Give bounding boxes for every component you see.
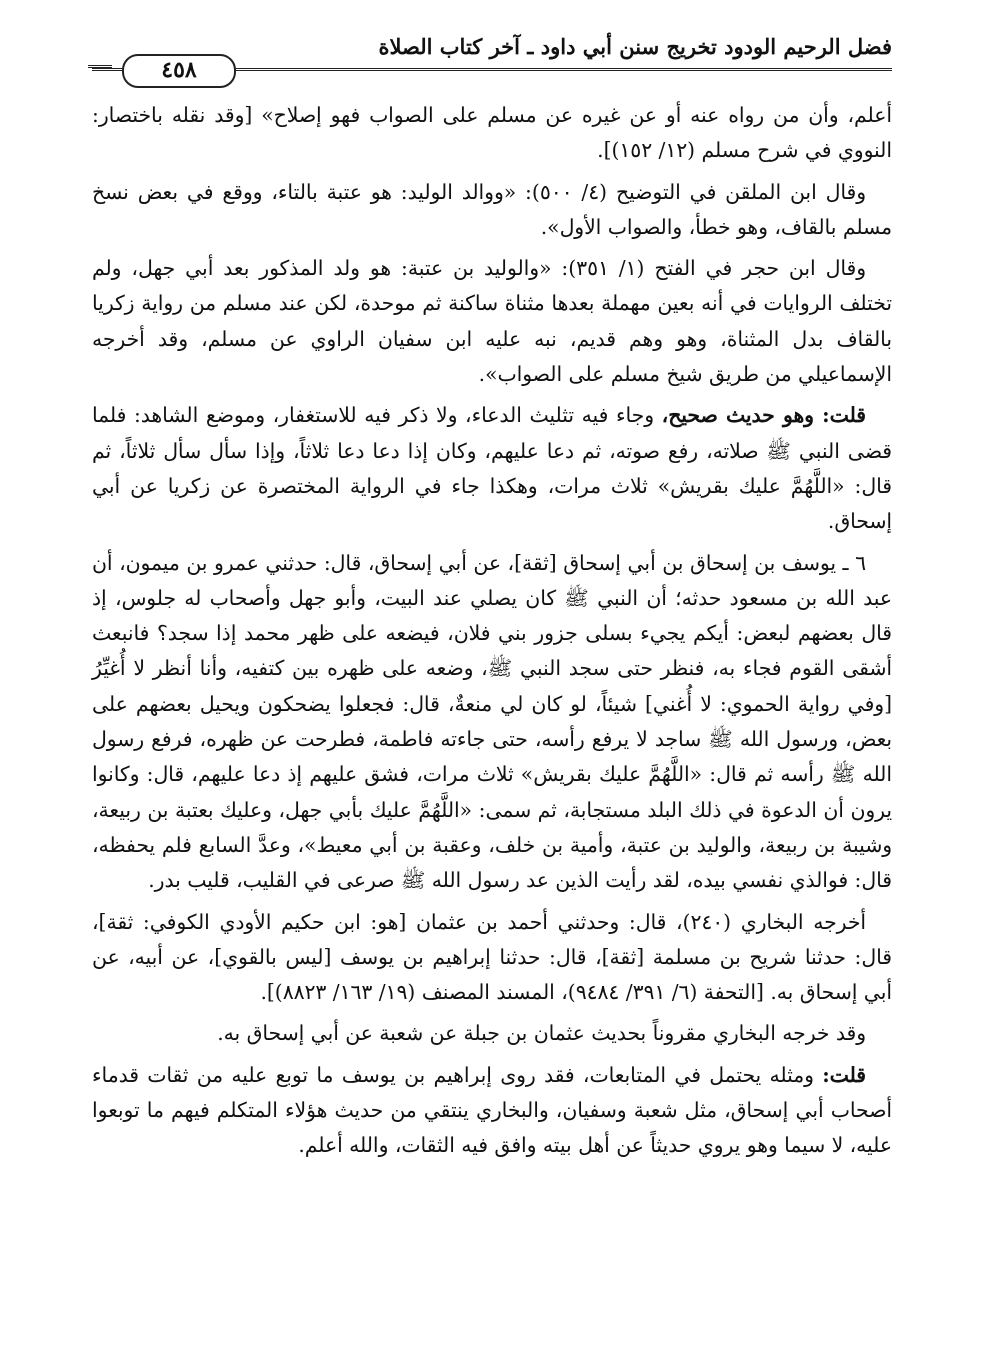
page-body: [92, 98, 892, 1170]
paragraph-lead: قلت:: [822, 1062, 866, 1087]
paragraph-6: [92, 905, 892, 1011]
paragraph-7: [92, 1016, 892, 1051]
paragraph-3: [92, 251, 892, 392]
paragraph-text: ومثله يحتمل في المتابعات، فقد روى إبراهيم بن يوسف ما توبع عليه من ثقات قدماء أصحاب أبي إسحاق، مثل شعبة وسفيان، والبخاري ينتقي من حديث هؤلاء المتكلم فيهم ما توبعوا عليه، لا سيما وهو يروي حديثاً عن أهل بيته وافق فيه الثقات، والله أعلم.: [92, 1062, 892, 1158]
paragraph-text: أخرجه البخاري (٢٤٠)، قال: وحدثني أحمد بن عثمان [هو: ابن حكيم الأودي الكوفي: ثقة]، قال: حدثنا شريح بن مسلمة [ثقة]، قال: حدثنا إبراهيم بن يوسف [ليس بالقوي]، عن أبيه، عن أبي إسحاق به. [التحفة (٦/ ٣٩١/ ٩٤٨٤)، المسند المصنف (١٩/ ١٦٣/ ٨٨٢٣)].: [92, 909, 892, 1005]
paragraph-text: وقد خرجه البخاري مقروناً بحديث عثمان بن جبلة عن شعبة عن أبي إسحاق به.: [217, 1021, 866, 1046]
page-header: [92, 30, 892, 83]
paragraph-4: [92, 398, 892, 539]
paragraph-text: وقال ابن الملقن في التوضيح (٤/ ٥٠٠): «ووالد الوليد: هو عتبة بالتاء، ووقع في بعض نسخ مسلم بالقاف، وهو خطأ، والصواب الأول».: [92, 179, 892, 239]
paragraph-lead: قلت: وهو حديث صحيح،: [661, 403, 866, 428]
running-title: فضل الرحيم الودود تخريج سنن أبي داود ـ آخر كتاب الصلاة: [378, 34, 892, 59]
paragraph-1: [92, 98, 892, 169]
page-number: ٤٥٨: [122, 54, 236, 88]
paragraph-2: [92, 175, 892, 246]
paragraph-text: ٦ ـ يوسف بن إسحاق بن أبي إسحاق [ثقة]، عن أبي إسحاق، قال: حدثني عمرو بن ميمون، أن عبد الله بن مسعود حدثه؛ أن النبي ﷺ كان يصلي عند البيت، وأبو جهل وأصحاب له جلوس، إذ قال بعضهم لبعض: أيكم يجيء بسلى جزور بني فلان، فيضعه على ظهر محمد إذا سجد؟ فانبعث أشقى القوم فجاء به، فنظر حتى سجد النبي ﷺ، وضعه على ظهره بين كتفيه، وأنا أنظر لا أُغيِّرُ [وفي رواية الحموي: لا أُغني] شيئاً، لو كان لي منعةٌ، قال: فجعلوا يضحكون ويحيل بعضهم على بعض، ورسول الله ﷺ ساجد لا يرفع رأسه، حتى جاءته فاطمة، فطرحت عن ظهره، فرفع رسول الله ﷺ رأسه ثم قال: «اللَّهُمَّ عليك بقريش» ثلاث مرات، فشق عليهم إذ دعا عليهم، قال: وكانوا يرون أن الدعوة في ذلك البلد مستجابة، ثم سمى: «اللَّهُمَّ عليك بأبي جهل، وعليك بعتبة بن ربيعة، وشيبة بن ربيعة، والوليد بن عتبة، وأمية بن خلف، وعقبة بن أبي معيط»، وعدَّ السابع فلم يحفظه، قال: فوالذي نفسي بيده، لقد رأيت الذين عد رسول الله ﷺ صرعى في القليب، قليب بدر.: [92, 550, 892, 893]
paragraph-text: أعلم، وأن من رواه عنه أو عن غيره عن مسلم على الصواب فهو إصلاح» [وقد نقله باختصار: النووي في شرح مسلم (١٢/ ١٥٢)].: [92, 103, 892, 163]
paragraph-text: وقال ابن حجر في الفتح (١/ ٣٥١): «والوليد بن عتبة: هو ولد المذكور بعد أبي جهل، ولم تختلف الروايات في أنه بعين مهملة بعدها مثناة ساكنة ثم موحدة، لكن عند مسلم من رواية زكريا بالقاف بدل المثناة، وهو وهم قديم، نبه عليه ابن سفيان الراوي عن مسلم، وقد أخرجه الإسماعيلي من طريق شيخ مسلم على الصواب».: [92, 256, 892, 387]
header-rule-end: [88, 65, 112, 68]
paragraph-text: وجاء فيه تثليث الدعاء، ولا ذكر فيه للاستغفار، وموضع الشاهد: فلما قضى النبي ﷺ صلاته، رفع صوته، ثم دعا عليهم، وكان إذا دعا دعا ثلاثاً، وإذا سأل سأل ثلاثاً، ثم قال: «اللَّهُمَّ عليك بقريش» ثلاث مرات، وهكذا جاء في الرواية المختصرة عن زكريا عن أبي إسحاق.: [92, 403, 892, 534]
paragraph-8: [92, 1058, 892, 1164]
paragraph-5: [92, 546, 892, 899]
